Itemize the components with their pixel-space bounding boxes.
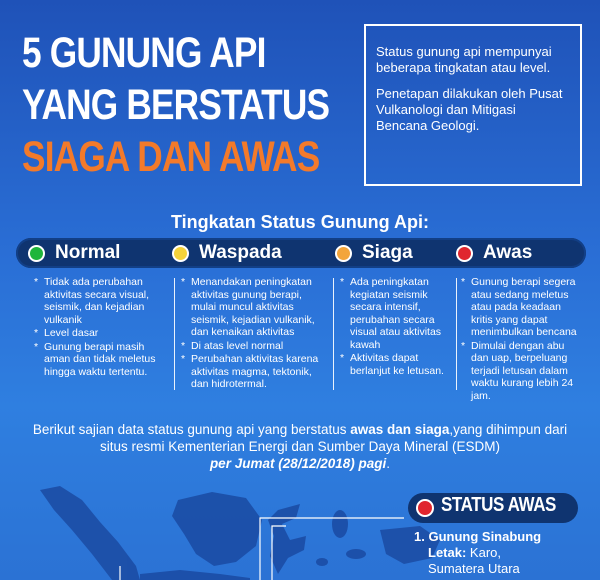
waspada-point: * Perubahan aktivitas karena aktivitas magma, tektonik, dan hidrotermal.: [181, 353, 326, 391]
awas-description: [461, 276, 579, 403]
level-awas-label: Awas: [483, 242, 533, 263]
siaga-point: * Aktivitas dapat berlanjut ke letusan.: [340, 352, 452, 377]
column-divider: [456, 278, 457, 390]
intro-highlight: awas dan siaga: [350, 422, 450, 437]
siaga-point: * Ada peningkatan kegiatan seismik secara intensif, perubahan secara visual atau aktivitas kawah: [340, 276, 452, 351]
volcano-location-label: Letak:: [428, 545, 467, 560]
info-paragraph-2: Penetapan dilakukan oleh Pusat Vulkanologi dan Mitigasi Bencana Geologi.: [376, 86, 563, 133]
status-awas-title: STATUS AWAS: [441, 494, 556, 516]
normal-point: * Tidak ada perubahan aktivitas secara visual, seismik, dan kejadian vulkanik: [34, 276, 168, 326]
waspada-point: * Menandakan peningkatan aktivitas gunung berapi, mulai muncul aktivitas seismik, kejadian vulkanik, dan kenaikan aktivitas: [181, 276, 326, 339]
volcano-name: Gunung Sinabung: [428, 529, 542, 544]
volcano-number: 1.: [414, 529, 425, 544]
awas-point: * Gunung berapi segera atau sedang meletus atau pada keadaan kritis yang dapat menimbulkan bencana: [461, 276, 579, 339]
awas-dot-icon: [416, 499, 434, 517]
siaga-status-dot-icon: [335, 245, 352, 262]
volcano-entry-sinabung: [414, 529, 541, 577]
level-waspada-label: Waspada: [199, 242, 282, 263]
volcano-location-line2: Sumatera Utara: [428, 561, 520, 576]
level-waspada: [172, 238, 282, 268]
intro-source: ,yang dihimpun dari situs resmi Kementerian Energi dan Sumber Daya Mineral (ESDM): [100, 422, 568, 454]
normal-description: [34, 276, 168, 379]
intro-paragraph: [20, 421, 580, 472]
level-normal: [28, 238, 120, 268]
level-siaga: [335, 238, 413, 268]
level-awas: [456, 238, 532, 268]
title-line-1: 5 GUNUNG API: [22, 29, 266, 77]
siaga-description: [340, 276, 452, 378]
column-divider: [333, 278, 334, 390]
info-paragraph-1: Status gunung api mempunyai beberapa tingkatan atau level.: [376, 44, 552, 75]
normal-status-dot-icon: [28, 245, 45, 262]
normal-point: * Level dasar: [34, 327, 168, 340]
level-siaga-label: Siaga: [362, 242, 413, 263]
info-box: [364, 24, 582, 186]
column-divider: [174, 278, 175, 390]
awas-point: * Dimulai dengan abu dan uap, berpeluang terjadi letusan dalam waktu kurang lebih 24 jam.: [461, 340, 579, 403]
intro-date: per Jumat (28/12/2018) pagi: [209, 456, 387, 471]
waspada-status-dot-icon: [172, 245, 189, 262]
levels-heading: Tingkatan Status Gunung Api:: [171, 212, 429, 232]
title-line-2: YANG BERSTATUS: [22, 81, 330, 129]
waspada-point: * Di atas level normal: [181, 340, 326, 353]
level-normal-label: Normal: [55, 242, 121, 263]
title-line-3: SIAGA DAN AWAS: [22, 133, 320, 181]
intro-date-suffix: .: [386, 456, 391, 471]
volcano-location-value: Karo,: [469, 545, 501, 560]
waspada-description: [181, 276, 326, 392]
intro-text: Berikut sajian data status gunung api yang berstatus: [32, 422, 351, 437]
normal-point: * Gunung berapi masih aman dan tidak meletus hingga waktu tertentu.: [34, 341, 168, 379]
awas-status-dot-icon: [456, 245, 473, 262]
